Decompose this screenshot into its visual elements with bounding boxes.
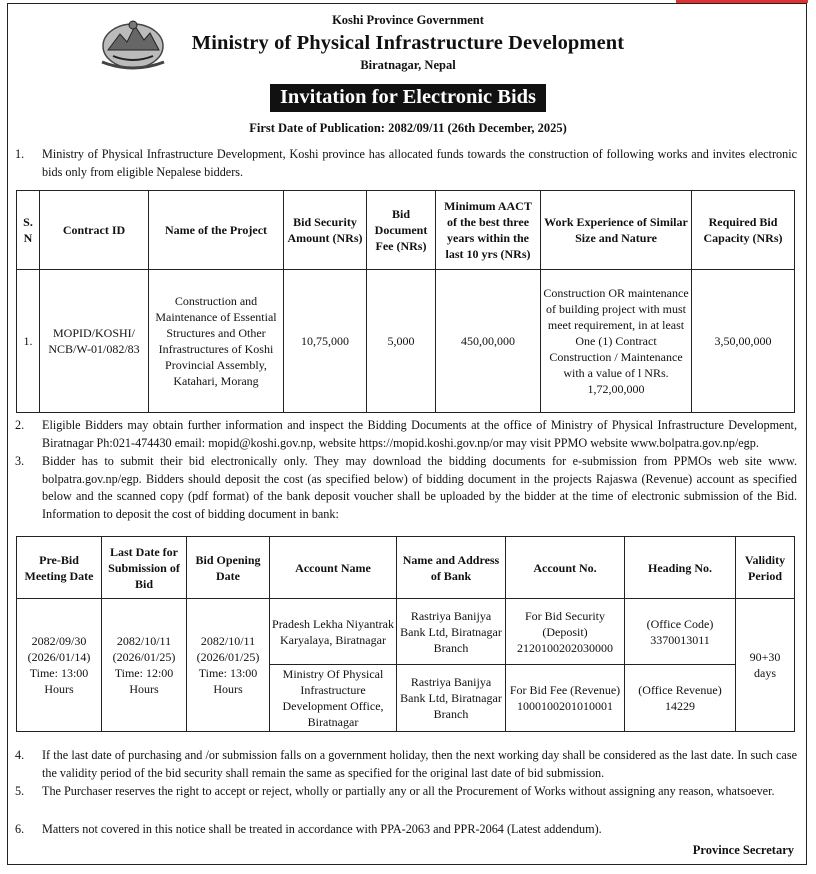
table-cell: 3,50,00,000 xyxy=(692,270,795,413)
paragraph-text: Ministry of Physical Infrastructure Development, Koshi province has allocated funds towards the construction of following works and invites electronic bids only from eligible Nepalese bidders. xyxy=(42,147,797,179)
paragraph-6 xyxy=(15,821,797,839)
submission-date-cell: 2082/10/11 (2026/01/25) Time: 12:00 Hours xyxy=(102,599,187,732)
works-table xyxy=(16,190,795,413)
opening-date-cell: 2082/10/11 (2026/01/25) Time: 13:00 Hours xyxy=(187,599,270,732)
column-header: Bid Opening Date xyxy=(187,537,270,599)
table-cell: 5,000 xyxy=(367,270,436,413)
column-header: Pre-Bid Meeting Date xyxy=(17,537,102,599)
government-name: Koshi Province Government xyxy=(332,13,484,27)
paragraph-1 xyxy=(15,146,797,181)
location: Biratnagar, Nepal xyxy=(360,58,456,72)
paragraph-text: If the last date of purchasing and /or submission falls on a government holiday, then the next working day shall be considered as the last date. In such case the validity period of the bid security shall remain the same as specified for the original last date of bid submission. xyxy=(42,748,797,780)
paragraph-text: The Purchaser reserves the right to accept or reject, wholly or partially any or all the Procurement of Works without assigning any reason, whatsoever. xyxy=(42,784,775,798)
account-name-cell: Ministry Of Physical Infrastructure Development Office, Biratnagar xyxy=(270,665,397,732)
table-cell: 10,75,000 xyxy=(284,270,367,413)
table-cell: MOPID/KOSHI/ NCB/W-01/082/83 xyxy=(40,270,149,413)
paragraph-number: 3. xyxy=(15,454,25,468)
heading-no-cell: (Office Revenue) 14229 xyxy=(625,665,736,732)
table-cell: Construction OR maintenance of building project with must meet requirement, in at least One (1) Contract Construction / Maintenance with a value of l NRs. 1,72,00,000 xyxy=(541,270,692,413)
column-header: Heading No. xyxy=(625,537,736,599)
paragraph-5 xyxy=(15,783,797,801)
bank-cell: Rastriya Banijya Bank Ltd, Biratnagar Branch xyxy=(397,599,506,665)
ministry-name: Ministry of Physical Infrastructure Development xyxy=(191,32,625,54)
column-header: Account No. xyxy=(506,537,625,599)
column-header: Name of the Project xyxy=(149,191,284,270)
account-name-cell: Pradesh Lekha Niyantrak Karyalaya, Biratnagar xyxy=(270,599,397,665)
bank-cell: Rastriya Banijya Bank Ltd, Biratnagar Branch xyxy=(397,665,506,732)
column-header: Account Name xyxy=(270,537,397,599)
table-cell: Construction and Maintenance of Essential Structures and Other Infrastructures of Koshi Provincial Assembly, Katahari, Morang xyxy=(149,270,284,413)
paragraph-number: 2. xyxy=(15,418,25,432)
paragraph-number: 5. xyxy=(15,784,25,798)
paragraph-text: Bidder has to submit their bid electronically only. They may download the bidding documents for e-submission from PPMOs web site www. bolpatra.gov.np/egp. Bidders should deposit the cost (as specified below) of bidding document in the projects Rajaswa (Revenue) account as specified below and the scanned copy (pdf format) of the bank deposit voucher shall be uploaded by the bidder at the time of electronic submission of the Bid. Information to deposit the cost of bidding document in bank: xyxy=(42,454,797,521)
table-cell: 450,00,000 xyxy=(436,270,541,413)
publication-date: First Date of Publication: 2082/09/11 (26th December, 2025) xyxy=(249,121,567,135)
column-header: Bid Security Amount (NRs) xyxy=(284,191,367,270)
column-header: Contract ID xyxy=(40,191,149,270)
notice-title-banner: Invitation for Electronic Bids xyxy=(270,84,546,112)
signatory: Province Secretary xyxy=(692,843,794,857)
column-header: Work Experience of Similar Size and Nature xyxy=(541,191,692,270)
paragraph-4 xyxy=(15,747,797,782)
paragraph-number: 4. xyxy=(15,748,25,762)
column-header: Bid Document Fee (NRs) xyxy=(367,191,436,270)
paragraph-2 xyxy=(15,417,797,452)
table-row xyxy=(17,270,795,413)
pre-bid-date-cell: 2082/09/30 (2026/01/14) Time: 13:00 Hours xyxy=(17,599,102,732)
paragraph-text: Eligible Bidders may obtain further information and inspect the Bidding Documents at the office of Ministry of Physical Infrastructure Development, Biratnagar Ph:021-474430 email: mopid@koshi.gov.np, website https://mopid.koshi.gov.np/or may visit PPMO website www.bolpatra.gov.np/egp. xyxy=(42,418,797,450)
column-header: Required Bid Capacity (NRs) xyxy=(692,191,795,270)
paragraph-number: 6. xyxy=(15,822,25,836)
column-header: Last Date for Submission of Bid xyxy=(102,537,187,599)
heading-no-cell: (Office Code) 3370013011 xyxy=(625,599,736,665)
column-header: Validity Period xyxy=(736,537,795,599)
bank-details-table xyxy=(16,536,795,732)
validity-cell: 90+30 days xyxy=(736,599,795,732)
column-header: S. N xyxy=(17,191,40,270)
column-header: Name and Address of Bank xyxy=(397,537,506,599)
table-row xyxy=(17,599,795,665)
table-cell: 1. xyxy=(17,270,40,413)
account-no-cell: For Bid Fee (Revenue) 1000100201010001 xyxy=(506,665,625,732)
paragraph-text: Matters not covered in this notice shall be treated in accordance with PPA-2063 and PPR-2064 (Latest addendum). xyxy=(42,822,602,836)
paragraph-number: 1. xyxy=(15,147,25,161)
column-header: Minimum AACT of the best three years within the last 10 yrs (NRs) xyxy=(436,191,541,270)
paragraph-3 xyxy=(15,453,797,523)
account-no-cell: For Bid Security (Deposit) 2120100202030000 xyxy=(506,599,625,665)
